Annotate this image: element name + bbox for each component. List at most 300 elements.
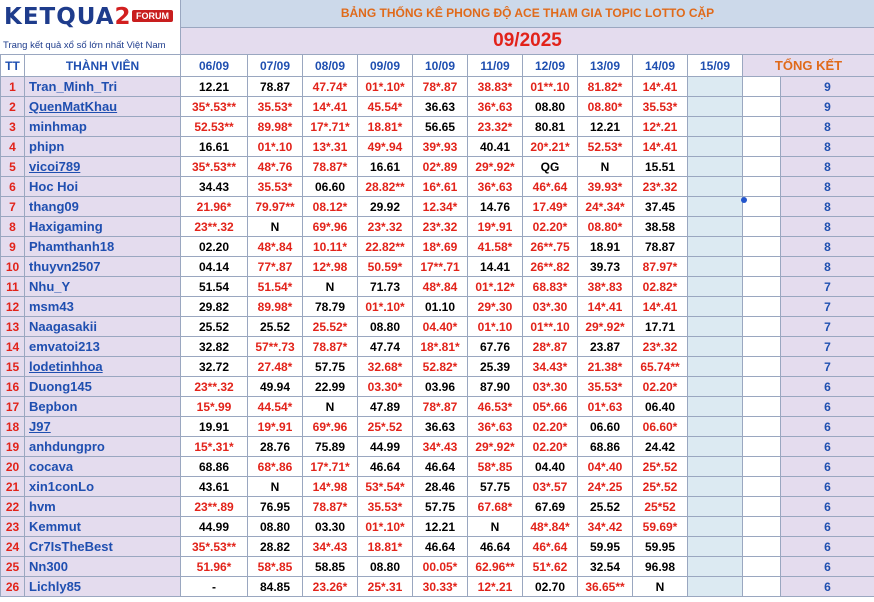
result-cell[interactable]: 14*.41 bbox=[303, 97, 358, 117]
result-cell[interactable]: 08.80* bbox=[578, 217, 633, 237]
result-cell[interactable]: 17**.71 bbox=[413, 257, 468, 277]
result-cell[interactable]: 23**.32 bbox=[181, 217, 248, 237]
result-cell[interactable]: 57.75 bbox=[413, 497, 468, 517]
result-cell[interactable]: 32.68* bbox=[358, 357, 413, 377]
result-cell[interactable]: 04*.40 bbox=[578, 457, 633, 477]
result-cell[interactable]: 08.80 bbox=[248, 517, 303, 537]
result-cell[interactable]: 08.80* bbox=[578, 97, 633, 117]
result-cell[interactable]: 43.61 bbox=[181, 477, 248, 497]
result-cell[interactable]: 06.40 bbox=[633, 397, 688, 417]
result-cell[interactable]: QG bbox=[523, 157, 578, 177]
result-cell[interactable]: N bbox=[303, 277, 358, 297]
result-cell[interactable]: 36.63 bbox=[413, 97, 468, 117]
result-cell[interactable]: 22.82** bbox=[358, 237, 413, 257]
result-cell[interactable]: 29*.92* bbox=[578, 317, 633, 337]
result-cell[interactable]: 37.45 bbox=[633, 197, 688, 217]
result-cell[interactable]: 16.61 bbox=[358, 157, 413, 177]
result-cell[interactable]: 59.69* bbox=[633, 517, 688, 537]
result-cell[interactable]: 47.74 bbox=[358, 337, 413, 357]
result-cell[interactable]: 23.26* bbox=[303, 577, 358, 597]
result-cell[interactable]: 52.53** bbox=[181, 117, 248, 137]
result-cell[interactable]: 50.59* bbox=[358, 257, 413, 277]
result-cell[interactable]: 06.60* bbox=[633, 417, 688, 437]
result-cell[interactable]: 03.30* bbox=[358, 377, 413, 397]
result-cell[interactable]: 59.95 bbox=[578, 537, 633, 557]
result-cell[interactable]: 25.52 bbox=[181, 317, 248, 337]
result-cell[interactable]: 25.52 bbox=[578, 497, 633, 517]
result-cell[interactable]: 23*.32 bbox=[413, 217, 468, 237]
member-row bbox=[1, 297, 874, 317]
result-cell[interactable]: 12*.98 bbox=[303, 257, 358, 277]
result-cell[interactable]: 51.54* bbox=[248, 277, 303, 297]
result-cell[interactable]: 77*.87 bbox=[248, 257, 303, 277]
result-cell[interactable]: 02.70 bbox=[523, 577, 578, 597]
empty-day-cell[interactable] bbox=[688, 517, 743, 537]
row-number: 22 bbox=[1, 497, 25, 517]
result-cell[interactable]: 78.79 bbox=[303, 297, 358, 317]
result-cell[interactable]: 01*.10* bbox=[358, 517, 413, 537]
result-cell[interactable]: 28*.87 bbox=[523, 337, 578, 357]
result-cell[interactable]: 27.48* bbox=[248, 357, 303, 377]
result-cell[interactable]: 03*.30 bbox=[523, 377, 578, 397]
result-cell[interactable]: 01*.12* bbox=[468, 277, 523, 297]
result-cell[interactable]: 81.82* bbox=[578, 77, 633, 97]
result-cell[interactable]: 84.85 bbox=[248, 577, 303, 597]
result-cell[interactable]: 80.81 bbox=[523, 117, 578, 137]
member-name: phipn bbox=[25, 137, 181, 157]
result-cell[interactable]: 26**.82 bbox=[523, 257, 578, 277]
spacer-cell bbox=[743, 397, 781, 417]
result-cell[interactable]: 39*.93 bbox=[413, 137, 468, 157]
result-cell[interactable]: 89.98* bbox=[248, 117, 303, 137]
result-cell[interactable]: 29.92 bbox=[358, 197, 413, 217]
result-cell[interactable]: 58*.85 bbox=[248, 557, 303, 577]
result-cell[interactable]: 04.40* bbox=[413, 317, 468, 337]
result-cell[interactable]: 24*.34* bbox=[578, 197, 633, 217]
result-cell[interactable]: 46.64 bbox=[358, 457, 413, 477]
result-cell[interactable]: 34*.43 bbox=[303, 537, 358, 557]
result-cell[interactable]: 87.90 bbox=[468, 377, 523, 397]
result-cell[interactable]: 48*.84 bbox=[248, 237, 303, 257]
empty-day-cell[interactable] bbox=[688, 157, 743, 177]
result-cell[interactable]: 49*.94 bbox=[358, 137, 413, 157]
result-cell[interactable]: 18*.81* bbox=[413, 337, 468, 357]
result-cell[interactable]: 44.99 bbox=[181, 517, 248, 537]
spacer-cell bbox=[743, 77, 781, 97]
result-cell[interactable]: 25*.52 bbox=[633, 457, 688, 477]
result-cell[interactable]: 13*.31 bbox=[303, 137, 358, 157]
site-logo[interactable] bbox=[0, 0, 181, 54]
result-cell[interactable]: 10.11* bbox=[303, 237, 358, 257]
result-cell[interactable]: N bbox=[633, 577, 688, 597]
result-cell[interactable]: 18.91 bbox=[578, 237, 633, 257]
result-cell[interactable]: 38*.83 bbox=[578, 277, 633, 297]
header-date: 15/09 bbox=[688, 55, 743, 77]
result-cell[interactable]: 78.87* bbox=[303, 497, 358, 517]
result-cell[interactable]: 47.74* bbox=[303, 77, 358, 97]
result-cell[interactable]: 25*.52 bbox=[633, 477, 688, 497]
result-cell[interactable]: 04.40 bbox=[523, 457, 578, 477]
spacer-cell bbox=[743, 177, 781, 197]
result-cell[interactable]: 48*.76 bbox=[248, 157, 303, 177]
result-cell[interactable]: 17.71 bbox=[633, 317, 688, 337]
empty-day-cell[interactable] bbox=[688, 97, 743, 117]
result-cell[interactable]: 78*.87 bbox=[413, 397, 468, 417]
result-cell[interactable]: 01**.10 bbox=[523, 317, 578, 337]
result-cell[interactable]: 65.74** bbox=[633, 357, 688, 377]
result-cell[interactable]: 23*.32 bbox=[633, 177, 688, 197]
member-name: emvatoi213 bbox=[25, 337, 181, 357]
result-cell[interactable]: 34.43 bbox=[181, 177, 248, 197]
result-cell[interactable]: 35.53* bbox=[248, 97, 303, 117]
result-cell[interactable]: 48*.84 bbox=[413, 277, 468, 297]
result-cell[interactable]: 34.43* bbox=[523, 357, 578, 377]
empty-day-cell[interactable] bbox=[688, 437, 743, 457]
result-cell[interactable]: 51.54 bbox=[181, 277, 248, 297]
result-cell[interactable]: 02.20* bbox=[523, 217, 578, 237]
result-cell[interactable]: 79.97** bbox=[248, 197, 303, 217]
header-row bbox=[1, 55, 874, 77]
total-count: 6 bbox=[781, 557, 874, 577]
result-cell[interactable]: 78.87* bbox=[303, 337, 358, 357]
member-name: thuyvn2507 bbox=[25, 257, 181, 277]
member-row bbox=[1, 137, 874, 157]
result-cell[interactable]: 35*.53** bbox=[181, 537, 248, 557]
result-cell[interactable]: 05*.66 bbox=[523, 397, 578, 417]
result-cell[interactable]: 67.68* bbox=[468, 497, 523, 517]
cell-selection-handle[interactable] bbox=[741, 197, 747, 203]
member-name[interactable]: J97 bbox=[25, 417, 181, 437]
result-cell[interactable]: 35.53* bbox=[578, 377, 633, 397]
result-cell[interactable]: - bbox=[181, 577, 248, 597]
empty-day-cell[interactable] bbox=[688, 397, 743, 417]
result-cell[interactable]: 57.75 bbox=[303, 357, 358, 377]
result-cell[interactable]: 68.86 bbox=[181, 457, 248, 477]
result-cell[interactable]: 22.99 bbox=[303, 377, 358, 397]
result-cell[interactable]: 17*.71* bbox=[303, 117, 358, 137]
result-cell[interactable]: 17.49* bbox=[523, 197, 578, 217]
empty-day-cell[interactable] bbox=[688, 497, 743, 517]
result-cell[interactable]: 15*.99 bbox=[181, 397, 248, 417]
empty-day-cell[interactable] bbox=[688, 117, 743, 137]
result-cell[interactable]: 68.83* bbox=[523, 277, 578, 297]
result-cell[interactable]: 28.82** bbox=[358, 177, 413, 197]
result-cell[interactable]: 57**.73 bbox=[248, 337, 303, 357]
member-name[interactable]: QuenMatKhau bbox=[25, 97, 181, 117]
member-row bbox=[1, 317, 874, 337]
member-name: Naagasakii bbox=[25, 317, 181, 337]
stats-table bbox=[0, 54, 874, 597]
result-cell[interactable]: 16.61 bbox=[181, 137, 248, 157]
result-cell[interactable]: 69*.96 bbox=[303, 417, 358, 437]
result-cell[interactable]: 30.33* bbox=[413, 577, 468, 597]
result-cell[interactable]: 01*.10 bbox=[248, 137, 303, 157]
result-cell[interactable]: N bbox=[248, 477, 303, 497]
member-name[interactable]: vicoi789 bbox=[25, 157, 181, 177]
empty-day-cell[interactable] bbox=[688, 77, 743, 97]
result-cell[interactable]: 25.52* bbox=[303, 317, 358, 337]
result-cell[interactable]: 36*.63 bbox=[468, 417, 523, 437]
result-cell[interactable]: 18*.69 bbox=[413, 237, 468, 257]
result-cell[interactable]: 45.54* bbox=[358, 97, 413, 117]
result-cell[interactable]: 14.76 bbox=[468, 197, 523, 217]
result-cell[interactable]: 62.96** bbox=[468, 557, 523, 577]
result-cell[interactable]: 41.58* bbox=[468, 237, 523, 257]
result-cell[interactable]: 36*.63 bbox=[468, 97, 523, 117]
result-cell[interactable]: 56.65 bbox=[413, 117, 468, 137]
spacer-cell bbox=[743, 137, 781, 157]
result-cell[interactable]: 52.82* bbox=[413, 357, 468, 377]
result-cell[interactable]: 78.87* bbox=[303, 157, 358, 177]
empty-day-cell[interactable] bbox=[688, 577, 743, 597]
empty-day-cell[interactable] bbox=[688, 297, 743, 317]
result-cell[interactable]: 21.96* bbox=[181, 197, 248, 217]
empty-day-cell[interactable] bbox=[688, 177, 743, 197]
result-cell[interactable]: 12.21 bbox=[413, 517, 468, 537]
empty-day-cell[interactable] bbox=[688, 417, 743, 437]
result-cell[interactable]: 58.85 bbox=[303, 557, 358, 577]
result-cell[interactable]: 28.76 bbox=[248, 437, 303, 457]
result-cell[interactable]: 36.63 bbox=[413, 417, 468, 437]
result-cell[interactable]: 59.95 bbox=[633, 537, 688, 557]
empty-day-cell[interactable] bbox=[688, 137, 743, 157]
result-cell[interactable]: 23**.89 bbox=[181, 497, 248, 517]
result-cell[interactable]: 78.87 bbox=[633, 237, 688, 257]
result-cell[interactable]: 12*.21 bbox=[633, 117, 688, 137]
result-cell[interactable]: 36*.63 bbox=[468, 177, 523, 197]
result-cell[interactable]: 32.82 bbox=[181, 337, 248, 357]
empty-day-cell[interactable] bbox=[688, 557, 743, 577]
result-cell[interactable]: 20*.21* bbox=[523, 137, 578, 157]
result-cell[interactable]: 08.80 bbox=[358, 317, 413, 337]
result-cell[interactable]: 19*.91 bbox=[248, 417, 303, 437]
result-cell[interactable]: 06.60 bbox=[578, 417, 633, 437]
result-cell[interactable]: 16*.61 bbox=[413, 177, 468, 197]
result-cell[interactable]: 12.21 bbox=[181, 77, 248, 97]
spacer-cell bbox=[743, 377, 781, 397]
result-cell[interactable]: 24.42 bbox=[633, 437, 688, 457]
result-cell[interactable]: 01*.63 bbox=[578, 397, 633, 417]
result-cell[interactable]: 39.73 bbox=[578, 257, 633, 277]
result-cell[interactable]: 12*.21 bbox=[468, 577, 523, 597]
result-cell[interactable]: 14*.41 bbox=[633, 297, 688, 317]
result-cell[interactable]: 25*.52 bbox=[358, 417, 413, 437]
result-cell[interactable]: 02*.89 bbox=[413, 157, 468, 177]
result-cell[interactable]: 23**.32 bbox=[181, 377, 248, 397]
result-cell[interactable]: 89.98* bbox=[248, 297, 303, 317]
result-cell[interactable]: 03*.30 bbox=[523, 297, 578, 317]
result-cell[interactable]: 51*.62 bbox=[523, 557, 578, 577]
result-cell[interactable]: 25.39 bbox=[468, 357, 523, 377]
result-cell[interactable]: 35.53* bbox=[633, 97, 688, 117]
result-cell[interactable]: 46*.64 bbox=[523, 177, 578, 197]
row-number: 14 bbox=[1, 337, 25, 357]
result-cell[interactable]: 21.38* bbox=[578, 357, 633, 377]
result-cell[interactable]: N bbox=[468, 517, 523, 537]
member-row bbox=[1, 497, 874, 517]
result-cell[interactable]: 15.51 bbox=[633, 157, 688, 177]
result-cell[interactable]: 35.53* bbox=[248, 177, 303, 197]
result-cell[interactable]: 14.41 bbox=[468, 257, 523, 277]
member-name: Cr7IsTheBest bbox=[25, 537, 181, 557]
result-cell[interactable]: 68.86 bbox=[578, 437, 633, 457]
member-row bbox=[1, 377, 874, 397]
empty-day-cell[interactable] bbox=[688, 477, 743, 497]
result-cell[interactable]: 35*.53** bbox=[181, 97, 248, 117]
result-cell[interactable]: 32.54 bbox=[578, 557, 633, 577]
result-cell[interactable]: N bbox=[578, 157, 633, 177]
spacer-cell bbox=[743, 217, 781, 237]
result-cell[interactable]: 75.89 bbox=[303, 437, 358, 457]
result-cell[interactable]: 68*.86 bbox=[248, 457, 303, 477]
result-cell[interactable]: 49.94 bbox=[248, 377, 303, 397]
result-cell[interactable]: 29*.92* bbox=[468, 157, 523, 177]
result-cell[interactable]: 25*52 bbox=[633, 497, 688, 517]
result-cell[interactable]: 46.64 bbox=[468, 537, 523, 557]
result-cell[interactable]: 04.14 bbox=[181, 257, 248, 277]
spacer-cell bbox=[743, 557, 781, 577]
row-number: 21 bbox=[1, 477, 25, 497]
result-cell[interactable]: 96.98 bbox=[633, 557, 688, 577]
result-cell[interactable]: 52.53* bbox=[578, 137, 633, 157]
result-cell[interactable]: 40.41 bbox=[468, 137, 523, 157]
result-cell[interactable]: 01*.10 bbox=[468, 317, 523, 337]
result-cell[interactable]: 14*.41 bbox=[633, 77, 688, 97]
result-cell[interactable]: 36.65** bbox=[578, 577, 633, 597]
result-cell[interactable]: 00.05* bbox=[413, 557, 468, 577]
result-cell[interactable]: 29*.30 bbox=[468, 297, 523, 317]
result-cell[interactable]: 28.82 bbox=[248, 537, 303, 557]
result-cell[interactable]: 67.69 bbox=[523, 497, 578, 517]
member-name[interactable]: lodetinhhoa bbox=[25, 357, 181, 377]
result-cell[interactable]: N bbox=[303, 397, 358, 417]
result-cell[interactable]: 78*.87 bbox=[413, 77, 468, 97]
result-cell[interactable]: 15*.31* bbox=[181, 437, 248, 457]
result-cell[interactable]: 23*.32 bbox=[633, 337, 688, 357]
result-cell[interactable]: 34*.43 bbox=[413, 437, 468, 457]
empty-day-cell[interactable] bbox=[688, 457, 743, 477]
row-number: 26 bbox=[1, 577, 25, 597]
result-cell[interactable]: 53*.54* bbox=[358, 477, 413, 497]
result-cell[interactable]: 67.76 bbox=[468, 337, 523, 357]
result-cell[interactable]: 76.95 bbox=[248, 497, 303, 517]
result-cell[interactable]: 44.99 bbox=[358, 437, 413, 457]
header-date: 08/09 bbox=[303, 55, 358, 77]
result-cell[interactable]: 23*.32 bbox=[358, 217, 413, 237]
result-cell[interactable]: 38.83* bbox=[468, 77, 523, 97]
empty-day-cell[interactable] bbox=[688, 537, 743, 557]
result-cell[interactable]: 24*.25 bbox=[578, 477, 633, 497]
result-cell[interactable]: 03*.57 bbox=[523, 477, 578, 497]
member-row bbox=[1, 537, 874, 557]
result-cell[interactable]: 19*.91 bbox=[468, 217, 523, 237]
result-cell[interactable]: N bbox=[248, 217, 303, 237]
result-cell[interactable]: 01*.10* bbox=[358, 77, 413, 97]
result-cell[interactable]: 44.54* bbox=[248, 397, 303, 417]
result-cell[interactable]: 18.81* bbox=[358, 537, 413, 557]
result-cell[interactable]: 17*.71* bbox=[303, 457, 358, 477]
result-cell[interactable]: 03.30 bbox=[303, 517, 358, 537]
empty-day-cell[interactable] bbox=[688, 337, 743, 357]
result-cell[interactable]: 69*.96 bbox=[303, 217, 358, 237]
result-cell[interactable]: 25*.31 bbox=[358, 577, 413, 597]
result-cell[interactable]: 32.72 bbox=[181, 357, 248, 377]
result-cell[interactable]: 46*.64 bbox=[523, 537, 578, 557]
result-cell[interactable]: 46.53* bbox=[468, 397, 523, 417]
result-cell[interactable]: 58*.85 bbox=[468, 457, 523, 477]
member-row bbox=[1, 157, 874, 177]
result-cell[interactable]: 35*.53** bbox=[181, 157, 248, 177]
result-cell[interactable]: 34*.42 bbox=[578, 517, 633, 537]
result-cell[interactable]: 01.10 bbox=[413, 297, 468, 317]
result-cell[interactable]: 03.96 bbox=[413, 377, 468, 397]
result-cell[interactable]: 01*.10* bbox=[358, 297, 413, 317]
result-cell[interactable]: 06.60 bbox=[303, 177, 358, 197]
result-cell[interactable]: 35.53* bbox=[358, 497, 413, 517]
result-cell[interactable]: 01**.10 bbox=[523, 77, 578, 97]
member-row bbox=[1, 237, 874, 257]
empty-day-cell[interactable] bbox=[688, 217, 743, 237]
result-cell[interactable]: 12.21 bbox=[578, 117, 633, 137]
result-cell[interactable]: 57.75 bbox=[468, 477, 523, 497]
empty-day-cell[interactable] bbox=[688, 377, 743, 397]
result-cell[interactable]: 51.96* bbox=[181, 557, 248, 577]
result-cell[interactable]: 23.87 bbox=[578, 337, 633, 357]
empty-day-cell[interactable] bbox=[688, 317, 743, 337]
result-cell[interactable]: 26**.75 bbox=[523, 237, 578, 257]
result-cell[interactable]: 02.20 bbox=[181, 237, 248, 257]
empty-day-cell[interactable] bbox=[688, 357, 743, 377]
result-cell[interactable]: 29.82 bbox=[181, 297, 248, 317]
result-cell[interactable]: 14*.41 bbox=[578, 297, 633, 317]
result-cell[interactable]: 02.20* bbox=[523, 417, 578, 437]
empty-day-cell[interactable] bbox=[688, 237, 743, 257]
result-cell[interactable]: 87.97* bbox=[633, 257, 688, 277]
member-row bbox=[1, 337, 874, 357]
result-cell[interactable]: 48*.84* bbox=[523, 517, 578, 537]
result-cell[interactable]: 12.34* bbox=[413, 197, 468, 217]
member-name: Haxigaming bbox=[25, 217, 181, 237]
result-cell[interactable]: 47.89 bbox=[358, 397, 413, 417]
result-cell[interactable]: 71.73 bbox=[358, 277, 413, 297]
result-cell[interactable]: 25.52 bbox=[248, 317, 303, 337]
result-cell[interactable]: 23.32* bbox=[468, 117, 523, 137]
empty-day-cell[interactable] bbox=[688, 257, 743, 277]
result-cell[interactable]: 19.91 bbox=[181, 417, 248, 437]
total-count: 8 bbox=[781, 197, 874, 217]
result-cell[interactable]: 18.81* bbox=[358, 117, 413, 137]
result-cell[interactable]: 39.93* bbox=[578, 177, 633, 197]
result-cell[interactable]: 02.20* bbox=[633, 377, 688, 397]
result-cell[interactable]: 08.80 bbox=[358, 557, 413, 577]
result-cell[interactable]: 14*.98 bbox=[303, 477, 358, 497]
result-cell[interactable]: 46.64 bbox=[413, 537, 468, 557]
result-cell[interactable]: 29*.92* bbox=[468, 437, 523, 457]
result-cell[interactable]: 28.46 bbox=[413, 477, 468, 497]
result-cell[interactable]: 78.87 bbox=[248, 77, 303, 97]
result-cell[interactable]: 38.58 bbox=[633, 217, 688, 237]
empty-day-cell[interactable] bbox=[688, 277, 743, 297]
result-cell[interactable]: 14*.41 bbox=[633, 137, 688, 157]
total-count: 7 bbox=[781, 277, 874, 297]
empty-day-cell[interactable] bbox=[688, 197, 743, 217]
result-cell[interactable]: 08.12* bbox=[303, 197, 358, 217]
month-title: 09/2025 bbox=[181, 28, 874, 54]
result-cell[interactable]: 02.82* bbox=[633, 277, 688, 297]
result-cell[interactable]: 46.64 bbox=[413, 457, 468, 477]
result-cell[interactable]: 02.20* bbox=[523, 437, 578, 457]
result-cell[interactable]: 08.80 bbox=[523, 97, 578, 117]
